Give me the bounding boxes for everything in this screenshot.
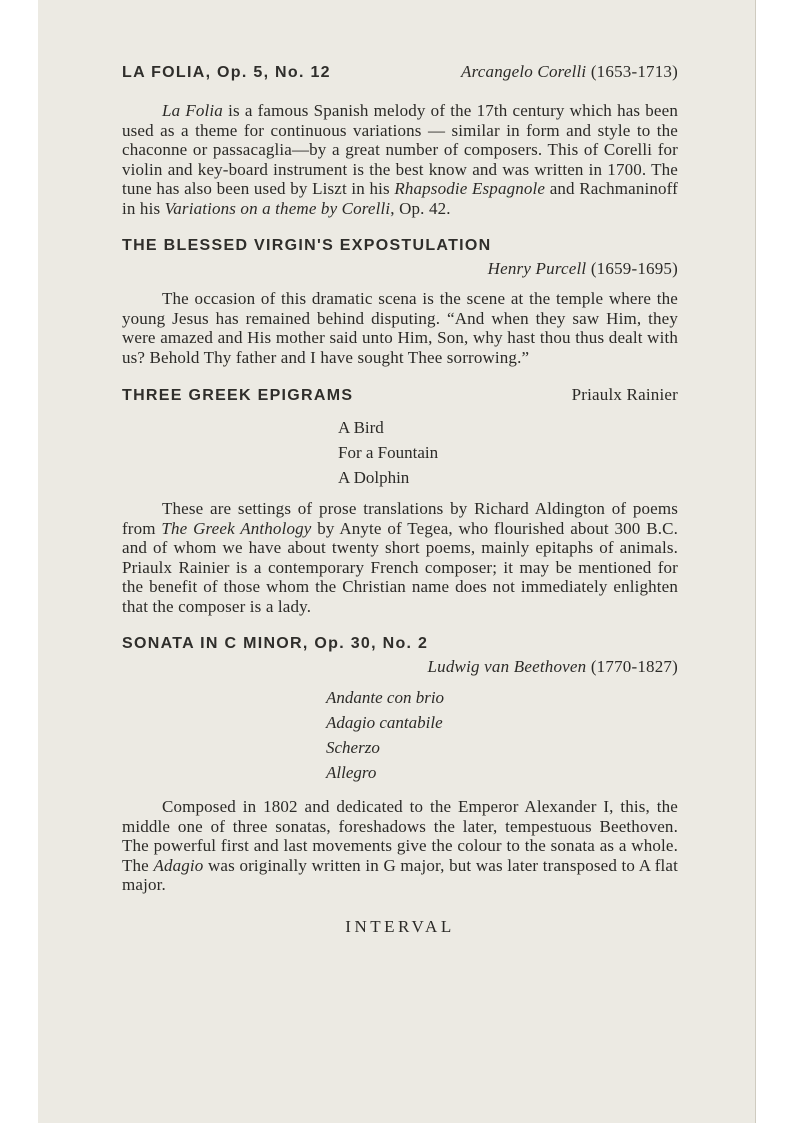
programme-page <box>38 0 756 1123</box>
movement: Andante con brio <box>326 688 445 707</box>
piece-title: SONATA IN C MINOR, Op. 30, No. 2 <box>122 635 429 652</box>
movement-list <box>122 415 678 490</box>
piece-title: LA FOLIA, Op. 5, No. 12 <box>122 64 331 81</box>
composer-credit <box>122 657 678 677</box>
movement: Scherzo <box>326 738 380 757</box>
programme-note: These are settings of prose translations by Richard Aldington of poems from The Greek Anthology by Anyte of Tegea, who flourished about 300 B.C. and of whom we have about twenty short poems, mainly epitaphs of animals. Priaulx Rainier is a contemporary French composer; it may be mentioned for the benefit of those whom the Christian name does not immediately enlighten that the composer is a lady. <box>122 499 678 616</box>
interval-heading: INTERVAL <box>345 916 455 936</box>
movement: For a Fountain <box>338 443 439 462</box>
programme-note: The occasion of this dramatic scena is the scene at the temple where the young Jesus has remained behind disputing. “And when they saw Him, they were amazed and His mother said unto Him, Son, why hast thou thus dealt with us? Behold Thy father and I have sought Thee sorrowing.” <box>122 289 678 367</box>
section-heading <box>122 62 678 82</box>
composer-name: Ludwig van Beethoven <box>427 657 587 676</box>
movement: A Bird <box>338 418 384 437</box>
programme-note: La Folia is a famous Spanish melody of the 17th century which has been used as a theme for continuous variations — similar in form and style to the chaconne or passacaglia—by a great number of composers. This of Corelli for violin and key-board instrument is the best know and was written in 1700. The tune has also been used by Liszt in his Rhapsodie Espagnole and Rachmaninoff in his Variations on a theme by Corelli, Op. 42. <box>122 101 678 218</box>
composer-credit <box>122 259 678 279</box>
movement-list <box>122 685 678 785</box>
composer-name: Arcangelo Corelli <box>460 62 587 81</box>
composer-dates: (1770-1827) <box>590 657 678 676</box>
composer-name: Henry Purcell <box>487 259 587 278</box>
movement: Allegro <box>326 763 377 782</box>
composer-dates: (1653-1713) <box>590 62 678 81</box>
composer-dates: (1659-1695) <box>590 259 678 278</box>
section-heading <box>122 385 678 405</box>
piece-title: THREE GREEK EPIGRAMS <box>122 387 354 404</box>
composer-credit <box>461 62 678 82</box>
programme-note: Composed in 1802 and dedicated to the Emperor Alexander I, this, the middle one of three sonatas, foreshadows the later, tempestuous Beethoven. The powerful first and last movements give the colour to the sonata as a whole. The Adagio was originally written in G major, but was later transposed to A flat major. <box>122 797 678 894</box>
composer-name: Priaulx Rainier <box>571 385 678 404</box>
movement: A Dolphin <box>338 468 410 487</box>
programme-notes <box>122 62 678 937</box>
movement: Adagio cantabile <box>326 713 443 732</box>
piece-title: THE BLESSED VIRGIN'S EXPOSTULATION <box>122 237 492 254</box>
